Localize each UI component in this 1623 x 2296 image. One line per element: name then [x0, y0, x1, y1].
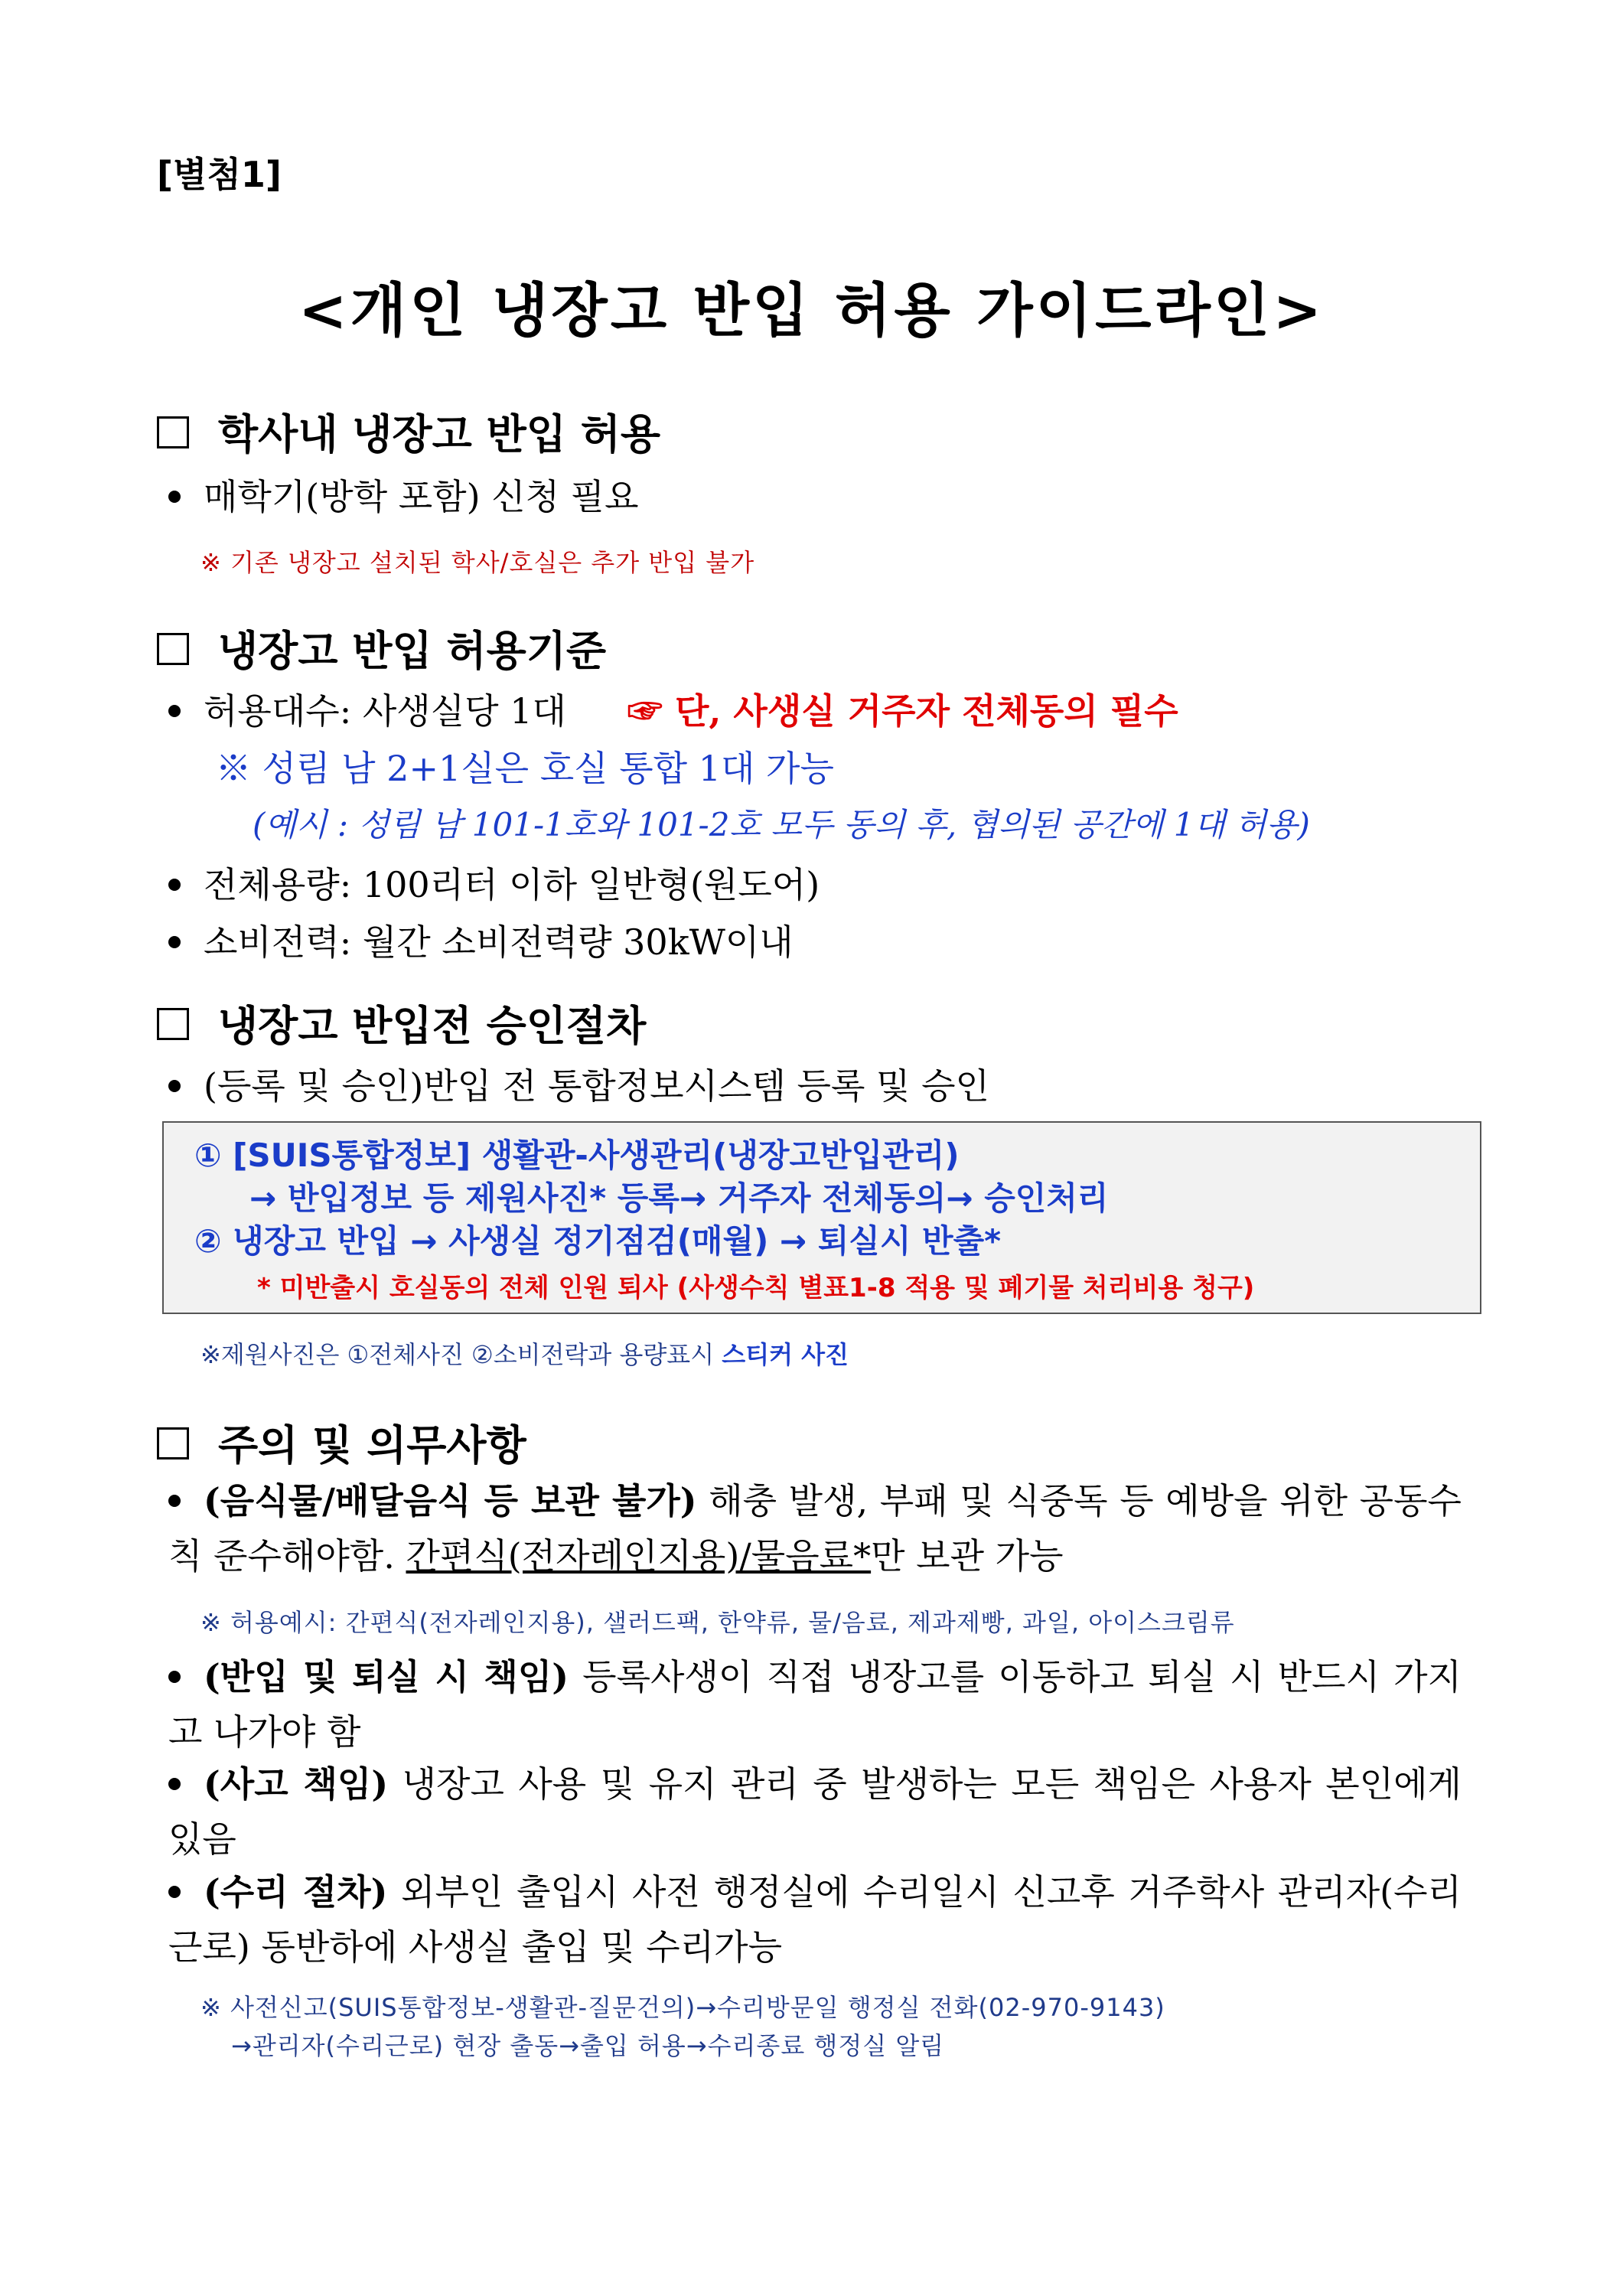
- bullet-item-accident: (사고 책임) 냉장고 사용 및 유지 관리 중 발생하는 모든 책임은 사용자 본인에게 있음: [168, 1763, 1462, 1860]
- note-existing-fridge: ※ 기존 냉장고 설치된 학사/호실은 추가 반입 불가: [200, 548, 755, 577]
- photo-note: ※제원사진은 ①전체사진 ②소비전락과 용량표시 스티커 사진: [200, 1340, 849, 1369]
- page-title: <개인 냉장고 반입 허용 가이드라인>: [298, 276, 1325, 344]
- section-heading-2: 냉장고 반입 허용기준: [157, 618, 606, 677]
- bullet-dot-icon: [168, 879, 181, 891]
- bullet-item: 매학기(방학 포함) 신청 필요: [168, 469, 639, 520]
- bullet-dot-icon: [168, 1886, 181, 1898]
- example-note: (예시 : 성림 남 101-1호와 101-2호 모두 동의 후, 협의된 공간에 1대 허용): [253, 806, 1310, 843]
- bullet-item-food: (음식물/배달음식 등 보관 불가) 해충 발생, 부패 및 식중독 등 예방을 위한 공동수칙 준수해야함. 간편식(전자레인지용)/물음료*만 보관 가능: [168, 1480, 1462, 1577]
- section-heading-1: 학사내 냉장고 반입 허용: [157, 402, 660, 461]
- procedure-warning: * 미반출시 호실동의 전체 인원 퇴사 (사생수칙 별표1-8 적용 및 폐기물 처리비용 청구): [257, 1273, 1255, 1303]
- checkbox-square-icon: [157, 1427, 189, 1459]
- bullet-item: 전체용량: 100리터 이하 일반형(원도어): [168, 857, 820, 908]
- checkbox-square-icon: [157, 1008, 189, 1040]
- procedure-step-1b: → 반입정보 등 제원사진* 등록→ 거주자 전체동의→ 승인처리: [249, 1179, 1109, 1217]
- procedure-step-2: ② 냉장고 반입 → 사생실 정기점검(매월) → 퇴실시 반출*: [194, 1222, 1002, 1260]
- bullet-dot-icon: [168, 1080, 181, 1092]
- bullet-dot-icon: [168, 1671, 181, 1683]
- repair-procedure-note-2: →관리자(수리근로) 현장 출동→출입 허용→수리종료 행정실 알림: [231, 2031, 945, 2060]
- bullet-dot-icon: [168, 705, 181, 717]
- bullet-dot-icon: [168, 1778, 181, 1790]
- bullet-item: (등록 및 승인)반입 전 통합정보시스템 등록 및 승인: [168, 1058, 989, 1109]
- procedure-box: [162, 1121, 1481, 1314]
- bullet-dot-icon: [168, 936, 181, 948]
- checkbox-square-icon: [157, 416, 189, 448]
- bullet-dot-icon: [168, 1495, 181, 1507]
- bullet-item-repair: (수리 절차) 외부인 출입시 사전 행정실에 수리일시 신고후 거주학사 관리자(수리근로) 동반하에 사생실 출입 및 수리가능: [168, 1871, 1462, 1968]
- section-heading-4: 주의 및 의무사항: [157, 1413, 526, 1472]
- bullet-item-responsibility: (반입 및 퇴실 시 책임) 등록사생이 직접 냉장고를 이동하고 퇴실 시 반드시 가지고 나가야 함: [168, 1656, 1462, 1753]
- repair-procedure-note-1: ※ 사전신고(SUIS통합정보-생활관-질문건의)→수리방문일 행정실 전화(02-970-9143): [200, 1993, 1165, 2022]
- bullet-item: 소비전력: 월간 소비전력량 30kW이내: [168, 915, 794, 965]
- attachment-label: [별첨1]: [157, 154, 282, 195]
- procedure-step-1: ① [SUIS통합정보] 생활관-사생관리(냉장고반입관리): [194, 1137, 960, 1174]
- note-seongrim: ※ 성림 남 2+1실은 호실 통합 1대 가능: [216, 748, 834, 789]
- bullet-item: 허용대수: 사생실당 1대 ☞ 단, 사생실 거주자 전체동의 필수: [168, 683, 1178, 734]
- bullet-dot-icon: [168, 491, 181, 503]
- consent-required-note: ☞ 단, 사생실 거주자 전체동의 필수: [627, 690, 1178, 732]
- checkbox-square-icon: [157, 633, 189, 665]
- section-heading-3: 냉장고 반입전 승인절차: [157, 993, 646, 1052]
- allowed-examples-note: ※ 허용예시: 간편식(전자레인지용), 샐러드팩, 한약류, 물/음료, 제과제빵, 과일, 아이스크림류: [200, 1608, 1235, 1637]
